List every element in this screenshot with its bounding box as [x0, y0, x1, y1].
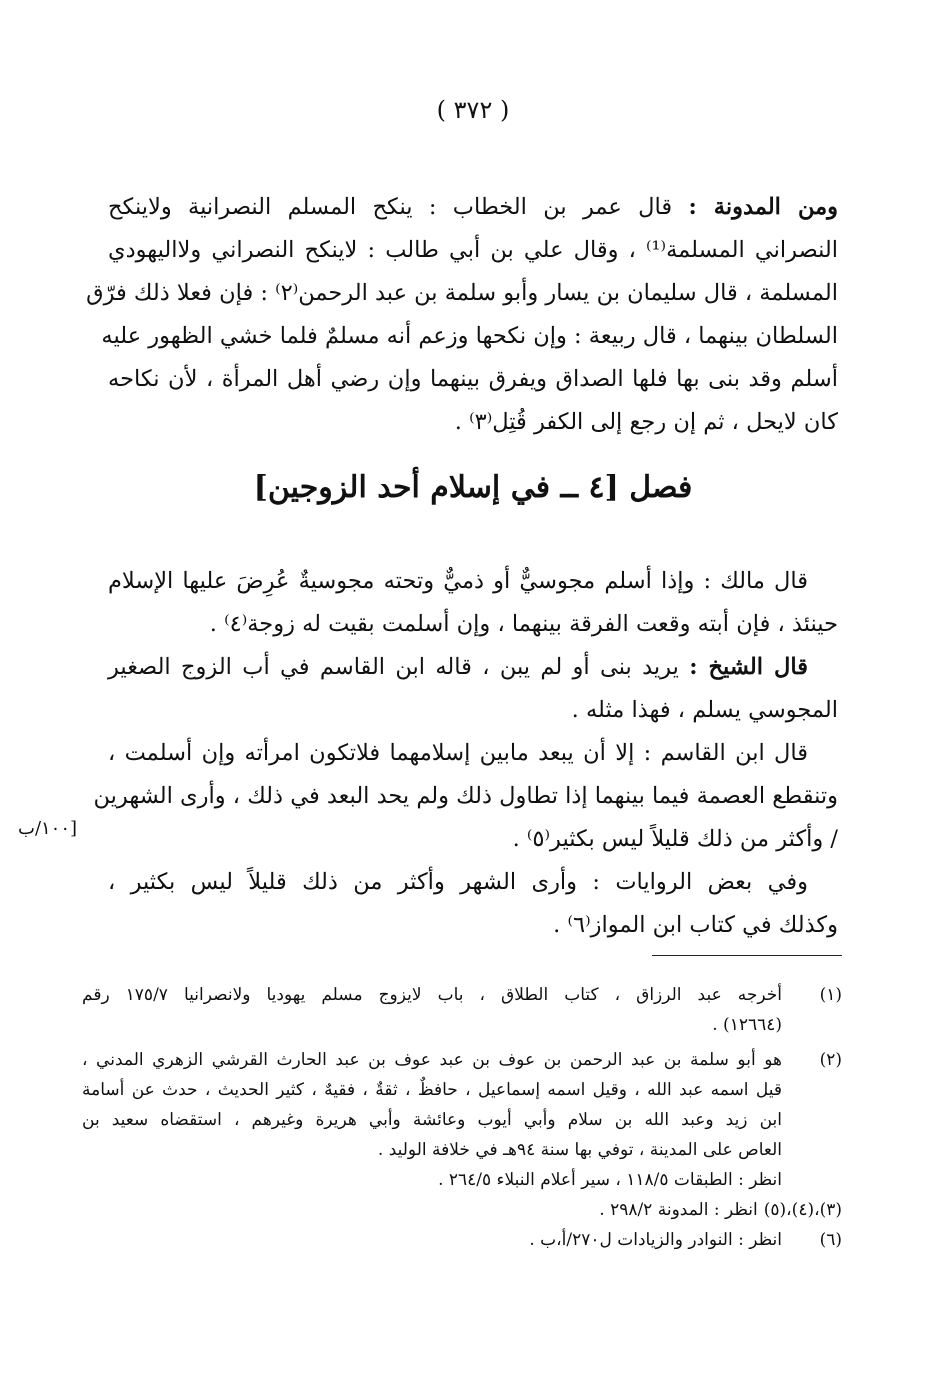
- footnote-3-4-5: [82, 1195, 842, 1225]
- line-text: قال عمر بن الخطاب : ينكح المسلم النصرانية ولاينكح: [108, 194, 673, 220]
- text-line: النصراني المسلمة⁽¹⁾ ، وقال علي بن أبي طالب : لاينكح النصراني ولااليهودي: [108, 237, 838, 263]
- footnote-number: (٣)،(٤)،(٥): [763, 1200, 842, 1220]
- footnote-6: [82, 1225, 842, 1255]
- footnote-line: انظر : الطبقات ١١٨/٥ ، سير أعلام النبلاء ٢٦٤/٥ .: [438, 1170, 782, 1190]
- footnote-text: [82, 1045, 782, 1195]
- footnote-line: (١٢٦٦٤) .: [712, 1015, 782, 1035]
- footnote-number: (٢): [819, 1050, 842, 1070]
- text-line: وفي بعض الروايات : وأرى الشهر وأكثر من ذلك قليلاً ليس بكثير ،: [108, 869, 808, 895]
- section-body: [93, 560, 838, 947]
- text-line: وتنقطع العصمة فيما بينهما إذا تطاول ذلك ولم يحد البعد في ذلك ، وأرى الشهرين: [93, 783, 838, 809]
- margin-folio-note: [١٠٠/ب: [18, 818, 78, 839]
- shaykh-lead: قال الشيخ :: [689, 654, 808, 680]
- text-line: قال ابن القاسم : إلا أن يبعد مابين إسلامهما فلاتكون امرأته وإن أسلمت ،: [108, 740, 808, 766]
- section-heading: فصل [٤ ــ في إسلام أحد الزوجين]: [253, 470, 693, 505]
- footnote-text: [82, 1195, 764, 1225]
- text-line: كان لايحل ، ثم إن رجع إلى الكفر قُتِل⁽٣⁾ .: [454, 409, 838, 435]
- text-line: المسلمة ، قال سليمان بن يسار وأبو سلمة بن عبد الرحمن⁽٢⁾ : فإن فعلا ذلك فرّق: [86, 280, 838, 306]
- paragraph-lead: ومن المدونة :: [688, 194, 838, 220]
- footnote-separator: [652, 955, 842, 956]
- footnote-line: العاص على المدينة ، توفي بها سنة ٩٤هـ في خلافة الوليد .: [377, 1140, 782, 1160]
- text-line: حينئذ ، فإن أبته وقعت الفرقة بينهما ، وإن أسلمت بقيت له زوجة⁽٤⁾ .: [209, 611, 838, 637]
- footnote-text: [82, 980, 782, 1040]
- footnote-line: انظر : النوادر والزيادات ل٢٧٠/أ،ب .: [529, 1230, 782, 1250]
- text-line: / وأكثر من ذلك قليلاً ليس بكثير⁽٥⁾ .: [512, 826, 838, 852]
- footnote-line: انظر : المدونة ٢٩٨/٢ .: [599, 1200, 758, 1220]
- text-line: [108, 646, 838, 689]
- footnote-1: [82, 980, 842, 1040]
- text-line: قال مالك : وإذا أسلم مجوسيٌّ أو ذميٌّ وتحته مجوسيةٌ عُرِضَ عليها الإسلام: [108, 568, 808, 594]
- text-line: السلطان بينهما ، قال ربيعة : وإن نكحها وزعم أنه مسلمٌ فلما خشي الظهور عليه: [101, 323, 838, 349]
- text-line: وكذلك في كتاب ابن المواز⁽٦⁾ .: [553, 912, 838, 938]
- footnote-number: (١): [819, 985, 842, 1005]
- footnote-line: أخرجه عبد الرزاق ، كتاب الطلاق ، باب لايزوج مسلم يهوديا ولانصرانيا ١٧٥/٧ رقم: [82, 985, 782, 1005]
- line-text: يريد بنى أو لم يبن ، قاله ابن القاسم في أب الزوج الصغير: [108, 654, 679, 680]
- text-line: أسلم وقد بنى بها فلها الصداق ويفرق بينهما وإن رضي أهل المرأة ، لأن نكاحه: [108, 366, 838, 392]
- footnote-2: [82, 1045, 842, 1195]
- footnote-line: ابن زيد وعبد الله بن سلام وأبي أيوب وعائشة وأبي هريرة وغيرهم ، استقضاه سعيد بن: [82, 1110, 782, 1130]
- footnote-number: (٦): [819, 1230, 842, 1250]
- footnotes: [82, 980, 842, 1255]
- paragraph-mudawwana: [86, 186, 838, 444]
- footnote-line: هو أبو سلمة بن عبد الرحمن بن عوف بن عبد عوف بن عبد الحارث القرشي الزهري المدني ،: [82, 1050, 782, 1070]
- text-line: [108, 186, 838, 229]
- text-line: المجوسي يسلم ، فهذا مثله .: [571, 697, 838, 723]
- footnote-line: قيل اسمه عبد الله ، وقيل اسمه إسماعيل ، حافظٌ ، ثقةٌ ، فقيهٌ ، كثير الحديث ، حدث عن أسامة: [82, 1080, 782, 1100]
- page-number: ( ٣٧٢ ): [436, 96, 510, 124]
- footnote-text: [82, 1225, 782, 1255]
